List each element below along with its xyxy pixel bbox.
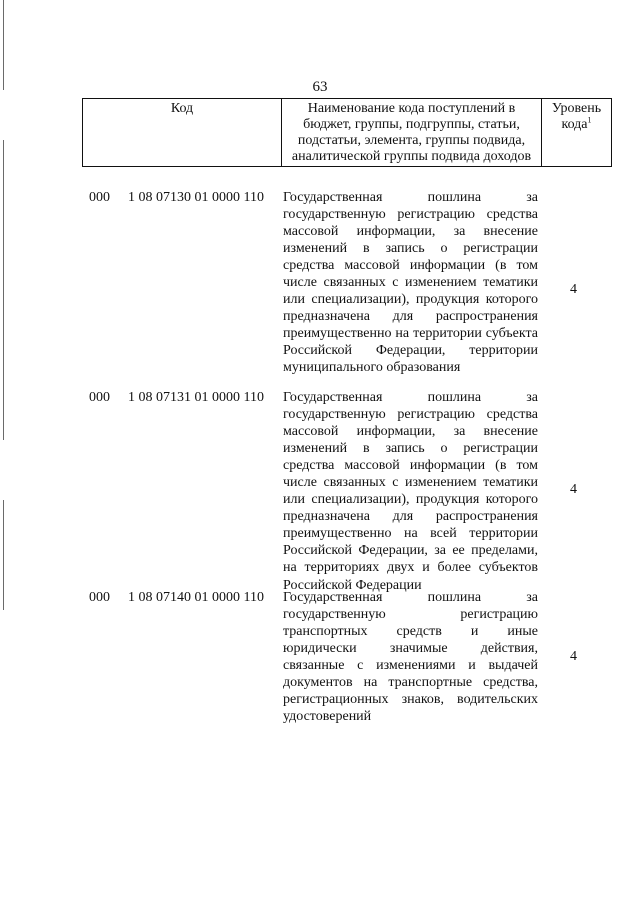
admin-code: 000: [89, 390, 110, 405]
revenue-code: 1 08 07131 01 0000 110: [128, 390, 264, 405]
admin-code: 000: [89, 590, 110, 605]
revenue-name: Государственная пошлина за государственную регистрацию транспортных средств и иные юридически значимые действия, связанные с изменениями и выдачей документов на транспортные средства, регистрационных знаков, водительских удостоверений: [283, 590, 538, 725]
revenue-name: Государственная пошлина за государственную регистрацию средства массовой информации, за внесение изменений в запись о регистрации средства массовой информации (в том числе связанных с изменением тематики или специализации), продукция которого предназначена для распространения преимущественно на территории субъекта Российской Федерации, территории муниципального образования: [283, 190, 538, 376]
page-number: 63: [312, 79, 328, 95]
revenue-code: 1 08 07140 01 0000 110: [128, 590, 264, 605]
table-header: [82, 98, 612, 167]
header-row: [83, 99, 612, 167]
scan-edge-mark: [3, 0, 4, 90]
header-code: Код: [83, 99, 282, 167]
revenue-name: Государственная пошлина за государственную регистрацию средства массовой информации, за внесение изменений в запись о регистрации средства массовой информации (в том числе связанных с изменением тематики или специализации), продукция которого предназначена для распространения преимущественно на всей территории Российской Федерации, за ее пределами, на территориях двух и более субъектов Российской Федерации: [283, 390, 538, 593]
header-name: Наименование кода поступлений в бюджет, группы, подгруппы, статьи, подстатьи, элемента, группы подвида, аналитической группы подвида доходов: [282, 99, 542, 167]
header-level: Уровень кода$^1$: [542, 99, 612, 167]
scan-edge-mark: [3, 500, 4, 610]
code-level: 4: [570, 482, 577, 497]
code-level: 4: [570, 282, 577, 297]
scan-edge-mark: [3, 140, 4, 440]
code-level: 4: [570, 649, 577, 664]
footnote-marker: 1: [587, 115, 592, 125]
revenue-code: 1 08 07130 01 0000 110: [128, 190, 264, 205]
admin-code: 000: [89, 190, 110, 205]
